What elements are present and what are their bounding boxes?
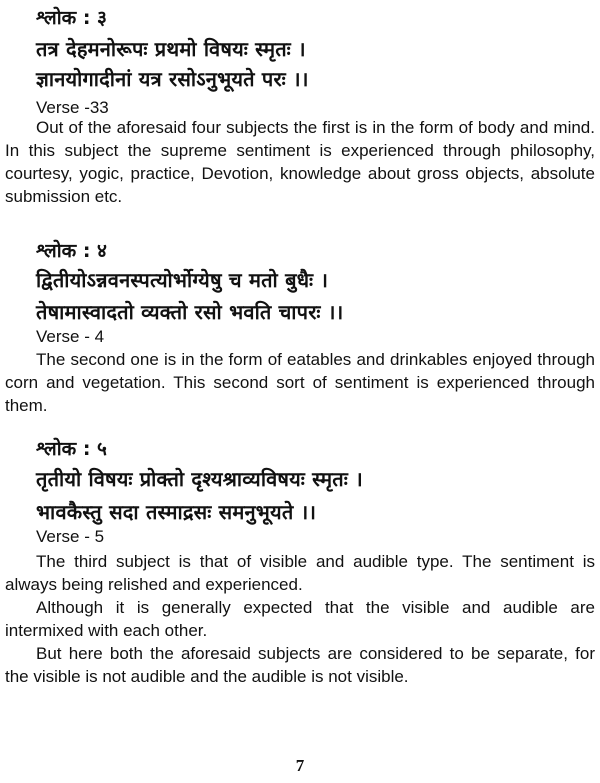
paragraph: But here both the aforesaid subjects are considered to be separate, for the visible is not audible and the audible is not visible. [5,644,595,686]
shloka-line: तृतीयो विषयः प्रोक्तो दृश्यश्राव्यविषयः स्मृतः । [36,467,363,491]
shloka-line: द्वितीयोऽन्नवनस्पत्योर्भोग्येषु च मतो बुधैः । [36,268,329,292]
shloka-line: तेषामास्वादतो व्यक्तो रसो भवति चापरः ।। [36,300,344,324]
page-number: 7 [295,756,305,775]
shloka-line: ज्ञानयोगादीनां यत्र रसोऽनुभूयते परः ।। [36,67,309,91]
shloka-heading: श्लोक : ३ [36,7,107,29]
paragraph: Out of the aforesaid four subjects the first is in the form of body and mind. In this subject the supreme sentiment is experienced through philosophy, courtesy, yogic, practice, Devotion, knowledge about gross objects, absolute submission etc. [5,118,595,206]
shloka-line: तत्र देहमनोरूपः प्रथमो विषयः स्मृतः । [36,37,306,61]
verse-label: Verse - 4 [36,327,105,346]
shloka-heading: श्लोक : ५ [36,438,107,460]
verse-label: Verse - 5 [36,527,105,546]
verse-label: Verse -33 [36,98,109,117]
paragraph: The third subject is that of visible and audible type. The sentiment is always being relished and experienced. [5,552,595,594]
shloka-heading: श्लोक : ४ [36,240,107,262]
shloka-line: भावकैस्तु सदा तस्माद्रसः समनुभूयते ।। [36,500,317,524]
paragraph: The second one is in the form of eatables and drinkables enjoyed through corn and vegetation. This second sort of sentiment is experienced through them. [5,350,595,415]
paragraph: Although it is generally expected that the visible and audible are intermixed with each other. [5,598,595,640]
